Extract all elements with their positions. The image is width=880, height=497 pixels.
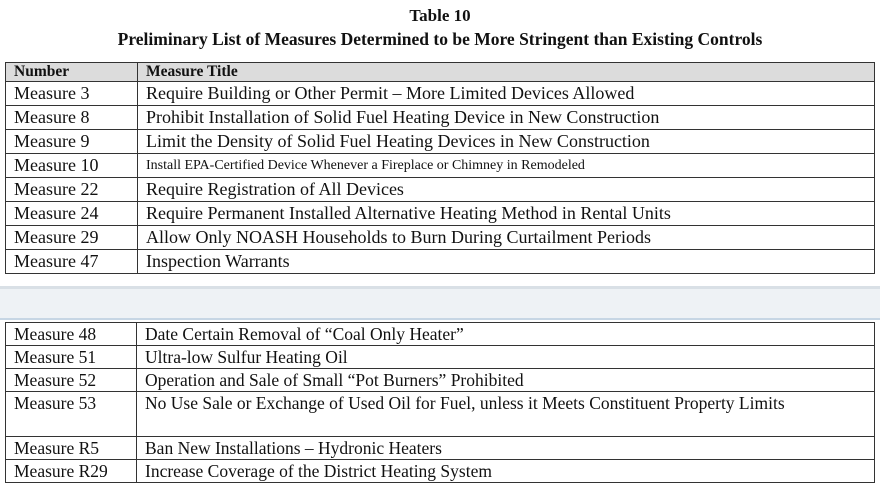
measure-number-cell: Measure 29 (6, 226, 138, 250)
column-header-number: Number (6, 63, 138, 82)
column-header-measure-title: Measure Title (138, 63, 875, 82)
measure-number-cell: Measure 51 (6, 346, 137, 369)
measure-number-cell: Measure 52 (6, 369, 137, 392)
measure-title-cell: Ultra-low Sulfur Heating Oil (137, 346, 875, 369)
measure-title-cell: No Use Sale or Exchange of Used Oil for Fuel, unless it Meets Constituent Property Limits (137, 392, 875, 437)
measure-title-cell: Date Certain Removal of “Coal Only Heater” (137, 323, 875, 346)
measure-number-cell: Measure R5 (6, 437, 137, 460)
measure-title-cell: Operation and Sale of Small “Pot Burners” Prohibited (137, 369, 875, 392)
table-row (6, 250, 875, 274)
table-row (6, 106, 875, 130)
page-break-divider (0, 286, 880, 320)
measure-number-cell: Measure 24 (6, 202, 138, 226)
measure-number-cell: Measure 3 (6, 82, 138, 106)
table-row (6, 437, 875, 460)
table-row (6, 82, 875, 106)
table-row (6, 460, 875, 483)
table-row (6, 346, 875, 369)
table-row (6, 369, 875, 392)
measure-title-cell: Increase Coverage of the District Heating System (137, 460, 875, 483)
measure-title-cell: Install EPA-Certified Device Whenever a Fireplace or Chimney in Remodeled (138, 154, 875, 178)
table-row (6, 202, 875, 226)
measure-title-cell: Allow Only NOASH Households to Burn During Curtailment Periods (138, 226, 875, 250)
measures-table-part-2 (5, 322, 875, 483)
measure-title-cell: Prohibit Installation of Solid Fuel Heating Device in New Construction (138, 106, 875, 130)
table-row (6, 130, 875, 154)
measure-title-cell: Inspection Warrants (138, 250, 875, 274)
measure-number-cell: Measure 8 (6, 106, 138, 130)
measure-title-cell: Limit the Density of Solid Fuel Heating Devices in New Construction (138, 130, 875, 154)
table-row (6, 226, 875, 250)
measure-number-cell: Measure 22 (6, 178, 138, 202)
measure-number-cell: Measure 47 (6, 250, 138, 274)
measure-title-cell: Require Registration of All Devices (138, 178, 875, 202)
table-row (6, 323, 875, 346)
table-caption: Preliminary List of Measures Determined to be More Stringent than Existing Controls (117, 29, 763, 49)
measure-number-cell: Measure 53 (6, 392, 137, 437)
measure-number-cell: Measure 48 (6, 323, 137, 346)
measure-title-cell: Require Building or Other Permit – More Limited Devices Allowed (138, 82, 875, 106)
table-header-row (6, 63, 875, 82)
measure-number-cell: Measure 9 (6, 130, 138, 154)
measure-title-cell: Require Permanent Installed Alternative Heating Method in Rental Units (138, 202, 875, 226)
measure-number-cell: Measure R29 (6, 460, 137, 483)
measures-table-part-1 (5, 62, 875, 274)
table-row (6, 392, 875, 437)
table-row (6, 154, 875, 178)
table-row (6, 178, 875, 202)
measure-number-cell: Measure 10 (6, 154, 138, 178)
measure-title-cell: Ban New Installations – Hydronic Heaters (137, 437, 875, 460)
table-number-heading: Table 10 (409, 6, 471, 25)
